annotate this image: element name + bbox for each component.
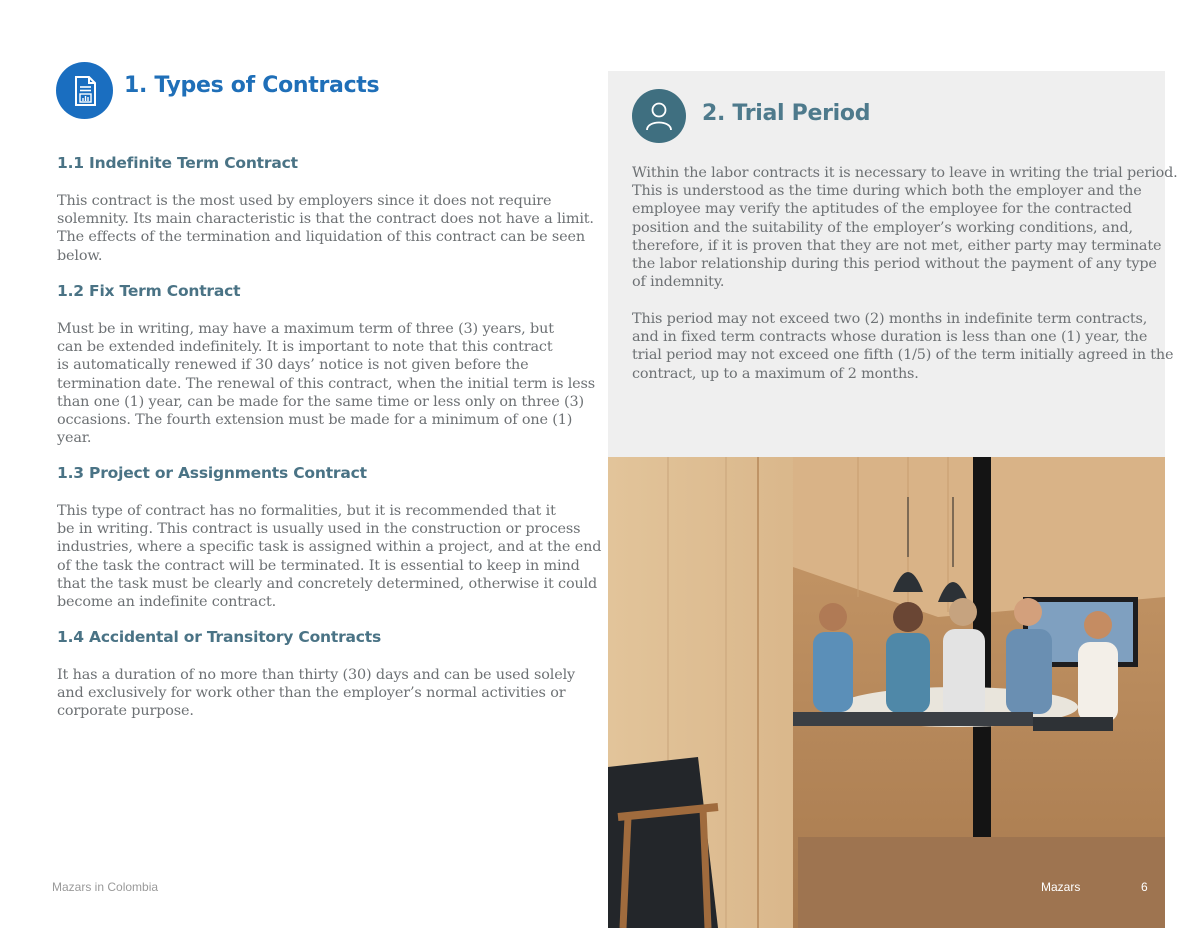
text-line: position and the suitability of the employer’s working conditions, and, <box>632 219 1133 236</box>
left-page-title: 1. Types of Contracts <box>124 73 380 98</box>
document-chart-icon <box>56 62 113 119</box>
text-line: the labor relationship during this period without the payment of any type <box>632 256 1157 273</box>
text-line: Within the labor contracts it is necessary to leave in writing the trial period. <box>632 165 1178 181</box>
text-line: is automatically renewed if 30 days’ notice is not given before the <box>57 357 529 374</box>
text-line: and in fixed term contracts whose duration is less than one (1) year, the <box>632 329 1148 346</box>
section-1-3-body <box>57 502 601 611</box>
text-line: than one (1) year, can be made for the same time or less only on three (3) <box>57 393 584 410</box>
text-line: This contract is the most used by employers since it does not require <box>57 193 552 209</box>
text-line: Must be in writing, may have a maximum term of three (3) years, but <box>57 321 554 337</box>
text-line: of the task the contract will be terminated. It is essential to keep in mind <box>57 557 580 574</box>
text-line: corporate purpose. <box>57 703 194 720</box>
page-number: 6 <box>1141 880 1148 894</box>
section-1-2-body <box>57 320 595 447</box>
text-line: therefore, if it is proven that they are not met, either party may terminate <box>632 237 1162 254</box>
text-line: occasions. The fourth extension must be made for a minimum of one (1) <box>57 412 573 429</box>
text-line: employee may verify the aptitudes of the employee for the contracted <box>632 201 1132 218</box>
text-line: and exclusively for work other than the employer’s normal activities or <box>57 685 566 702</box>
text-line: It has a duration of no more than thirty (30) days and can be used solely <box>57 667 575 683</box>
text-line: become an indefinite contract. <box>57 594 277 611</box>
footer-left-label: Mazars in Colombia <box>52 880 159 894</box>
section-1-3-heading: 1.3 Project or Assignments Contract <box>57 464 367 482</box>
text-line: This is understood as the time during which both the employer and the <box>632 183 1142 200</box>
text-line: be in writing. This contract is usually used in the construction or process <box>57 521 581 538</box>
text-line: The effects of the termination and liquidation of this contract can be seen <box>57 229 585 246</box>
text-line: solemnity. Its main characteristic is that the contract does not have a limit. <box>57 211 594 228</box>
person-icon <box>632 89 686 143</box>
text-line: termination date. The renewal of this contract, when the initial term is less <box>57 375 596 392</box>
footer-brand: Mazars <box>1041 880 1081 894</box>
text-line: can be extended indefinitely. It is important to note that this contract <box>57 339 553 356</box>
section-1-2-heading: 1.2 Fix Term Contract <box>57 282 241 300</box>
text-line: year. <box>57 430 92 447</box>
text-line: of indemnity. <box>632 274 725 291</box>
text-line: contract, up to a maximum of 2 months. <box>632 365 919 382</box>
trial-period-paragraph-1 <box>632 164 1178 291</box>
section-1-1-body <box>57 192 594 265</box>
meeting-room-photo <box>608 457 1165 928</box>
text-line: trial period may not exceed one fifth (1/5) of the term initially agreed in the <box>632 347 1174 364</box>
section-1-4-heading: 1.4 Accidental or Transitory Contracts <box>57 628 381 646</box>
text-line: This period may not exceed two (2) months in indefinite term contracts, <box>632 311 1148 327</box>
right-page-title: 2. Trial Period <box>702 101 871 126</box>
trial-period-paragraph-2 <box>632 310 1173 383</box>
text-line: industries, where a specific task is assigned within a project, and at the end <box>57 539 602 556</box>
text-line: below. <box>57 247 103 264</box>
text-line: This type of contract has no formalities, but it is recommended that it <box>57 503 556 519</box>
section-1-4-body <box>57 666 575 721</box>
section-1-1-heading: 1.1 Indefinite Term Contract <box>57 154 298 172</box>
text-line: that the task must be clearly and concretely determined, otherwise it could <box>57 575 598 592</box>
